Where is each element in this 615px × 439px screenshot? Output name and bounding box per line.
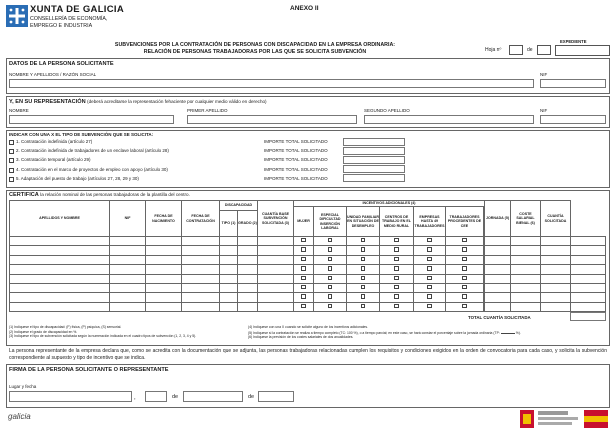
table-cell[interactable] <box>258 302 294 311</box>
table-cell <box>380 293 414 302</box>
table-cell[interactable] <box>258 274 294 283</box>
table-cell <box>347 255 380 264</box>
table-cell <box>294 293 314 302</box>
incentive-checkbox[interactable] <box>301 266 306 271</box>
table-cell[interactable] <box>485 237 511 246</box>
table-cell[interactable] <box>238 255 258 264</box>
col-especial: ESPECIAL DIFICULTAD INSERCIÓN LABORAL <box>314 207 347 237</box>
table-cell[interactable] <box>146 255 182 264</box>
col-apellidos: APELLIDOS Y NOMBRE <box>10 201 110 237</box>
table-cell <box>347 246 380 255</box>
total-label: TOTAL CUANTÍA SOLICITADA <box>468 315 531 320</box>
table-cell <box>314 274 347 283</box>
galicia-footer-logo: galicia <box>8 412 31 421</box>
nif-field[interactable] <box>540 79 606 88</box>
table-cell <box>314 255 347 264</box>
rep-nombre-field[interactable] <box>9 115 174 124</box>
table-cell <box>380 237 414 246</box>
annex-title: ANEXO II <box>290 5 319 12</box>
tipo-checkbox-1[interactable] <box>9 140 14 145</box>
col-fecha-con: FECHA DE CONTRATACIÓN <box>182 201 220 237</box>
table-cell <box>347 283 380 292</box>
de-label-1: de <box>172 394 179 400</box>
col-jornada: JORNADA (5) <box>485 201 511 237</box>
col-spacer <box>484 207 485 237</box>
table-cell[interactable] <box>485 283 511 292</box>
table-cell[interactable] <box>541 302 571 311</box>
table-cell[interactable] <box>110 302 146 311</box>
year-field[interactable] <box>258 391 294 402</box>
table-row <box>10 283 606 292</box>
table-cell[interactable] <box>110 293 146 302</box>
tipo-title: INDICAR CON UNA X EL TIPO DE SUBVENCIÓN QUE SE SOLICITA: <box>9 132 154 137</box>
importe-label: IMPORTE TOTAL SOLICITADO <box>264 175 328 181</box>
rep-nif-label: NIF <box>540 108 548 113</box>
tipo-checkbox-4[interactable] <box>9 168 14 173</box>
rep-nombre-label: NOMBRE <box>9 108 29 113</box>
incentive-checkbox[interactable] <box>462 266 467 271</box>
table-cell[interactable] <box>220 265 238 274</box>
xunta-logo-icon <box>6 5 28 27</box>
lugar-label: Lugar y fecha <box>9 384 37 389</box>
table-cell <box>294 274 314 283</box>
col-mujer: MUJER <box>294 207 314 237</box>
table-cell <box>380 265 414 274</box>
hoja-number-field[interactable] <box>509 45 523 55</box>
tipo-checkbox-2[interactable] <box>9 149 14 154</box>
table-cell[interactable] <box>571 246 606 255</box>
table-cell[interactable] <box>511 246 541 255</box>
notes-right <box>248 325 608 340</box>
table-cell <box>294 265 314 274</box>
table-cell[interactable] <box>571 255 606 264</box>
table-cell[interactable] <box>110 274 146 283</box>
workers-table <box>9 200 606 312</box>
table-cell[interactable] <box>571 283 606 292</box>
tipo-checkbox-3[interactable] <box>9 158 14 163</box>
incentive-checkbox[interactable] <box>328 247 333 252</box>
table-cell[interactable] <box>10 283 110 292</box>
table-cell[interactable] <box>485 246 511 255</box>
incentive-checkbox[interactable] <box>394 257 399 262</box>
table-cell[interactable] <box>238 274 258 283</box>
col-unidad: UNIDAD FAMILIAR EN SITUACIÓN DE DESEMPLEO <box>347 207 380 237</box>
note-4: (4) Indíquese con una X cuando se solicite alguno de los incentivos adicionales. <box>248 325 369 329</box>
table-cell <box>347 274 380 283</box>
document-subtitle <box>90 42 420 56</box>
tipo-item-label: 5. Adaptación del puesto de trabajo (artículos 27, 28, 29 y 30) <box>16 175 139 181</box>
incentive-checkbox[interactable] <box>462 285 467 290</box>
table-cell[interactable] <box>485 293 511 302</box>
table-cell <box>414 302 446 311</box>
tipo-item-label: 1. Contratación indefinida (artículo 27) <box>16 139 93 144</box>
comma: , <box>134 395 136 401</box>
table-cell <box>380 274 414 283</box>
table-cell <box>347 293 380 302</box>
incentive-checkbox[interactable] <box>301 257 306 262</box>
table-cell <box>380 246 414 255</box>
table-cell[interactable] <box>220 302 238 311</box>
table-cell[interactable] <box>571 265 606 274</box>
col-fecha-nac: FECHA DE NACIMIENTO <box>146 201 182 237</box>
table-cell[interactable] <box>182 237 220 246</box>
col-tipo: TIPO (1) <box>220 211 238 237</box>
rep-primer-field[interactable] <box>187 115 357 124</box>
incentive-checkbox[interactable] <box>361 247 366 252</box>
incentive-checkbox[interactable] <box>301 238 306 243</box>
brand-name: XUNTA DE GALICIA <box>30 4 124 15</box>
table-cell[interactable] <box>10 255 110 264</box>
table-cell[interactable] <box>485 302 511 311</box>
incentive-checkbox[interactable] <box>427 285 432 290</box>
table-cell <box>314 283 347 292</box>
table-cell[interactable] <box>110 283 146 292</box>
incentive-checkbox[interactable] <box>301 294 306 299</box>
note-6: (6) Indíquese la previsión de los costes salariales de dos anualidades. <box>248 335 354 340</box>
table-cell <box>294 246 314 255</box>
table-cell[interactable] <box>238 283 258 292</box>
table-cell[interactable] <box>258 293 294 302</box>
table-cell <box>347 302 380 311</box>
solicitante-title: DATOS DE LA PERSONA SOLICITANTE <box>9 61 114 67</box>
col-nif: NIF <box>110 201 146 237</box>
table-row <box>10 237 606 246</box>
table-cell[interactable] <box>571 237 606 246</box>
table-cell <box>314 237 347 246</box>
table-cell <box>414 237 446 246</box>
table-cell[interactable] <box>238 293 258 302</box>
table-cell[interactable] <box>541 255 571 264</box>
department-name <box>30 16 107 30</box>
table-cell[interactable] <box>10 293 110 302</box>
tipo-item-label: 3. Contratación temporal (artículo 29) <box>16 157 91 163</box>
table-cell[interactable] <box>511 255 541 264</box>
lugar-field[interactable] <box>9 391 132 402</box>
certifica-title <box>9 192 190 198</box>
table-cell <box>446 246 484 255</box>
subtitle-line-1: SUBVENCIONES POR LA CONTRATACIÓN DE PERSONAS CON DISCAPACIDAD EN LA EMPRESA ORDINARIA: <box>114 42 396 48</box>
incentive-checkbox[interactable] <box>394 238 399 243</box>
table-cell[interactable] <box>541 265 571 274</box>
incentive-checkbox[interactable] <box>328 238 333 243</box>
notes-left <box>9 325 249 339</box>
table-row <box>10 302 606 311</box>
representacion-note: (deberá acreditarse la representación fehaciente por cualquier medio válido en derecho) <box>87 99 267 104</box>
incentive-checkbox[interactable] <box>301 285 306 290</box>
col-discapacidad: DISCAPACIDAD <box>220 201 258 211</box>
table-cell[interactable] <box>258 265 294 274</box>
table-cell <box>294 283 314 292</box>
table-cell <box>414 265 446 274</box>
firma-title: FIRMA DE LA PERSONA SOLICITANTE O REPRESENTANTE <box>9 367 169 373</box>
incentive-checkbox[interactable] <box>361 285 366 290</box>
certifica-title-text: CERTIFICA <box>9 192 39 198</box>
table-cell[interactable] <box>511 237 541 246</box>
declaration-text: La persona representante de la empresa declara que, como se acredita con la documentación que se adjunta, las personas trabajadoras relacionadas cumplen los requisitos y condiciones exigidos en la orden de convocatoria para cada caso, y solicita la subvención correspondiente al supuesto y tipo de incentivo que se indica. <box>9 348 607 361</box>
expediente-label: EXPEDIENTE <box>560 39 587 44</box>
incentive-checkbox[interactable] <box>328 257 333 262</box>
table-cell[interactable] <box>571 302 606 311</box>
incentive-checkbox[interactable] <box>328 304 333 309</box>
table-cell <box>414 246 446 255</box>
rep-segundo-label: SEGUNDO APELLIDO <box>364 108 410 113</box>
importe-label: IMPORTE TOTAL SOLICITADO <box>264 157 328 163</box>
table-cell[interactable] <box>182 255 220 264</box>
importe-field-4[interactable] <box>343 165 405 173</box>
table-cell[interactable] <box>220 274 238 283</box>
rep-segundo-field[interactable] <box>364 115 534 124</box>
table-row <box>10 255 606 264</box>
incentive-checkbox[interactable] <box>427 257 432 262</box>
table-cell[interactable] <box>511 293 541 302</box>
ministry-seal-icon <box>520 408 610 432</box>
table-cell <box>446 283 484 292</box>
incentive-checkbox[interactable] <box>301 304 306 309</box>
table-cell <box>414 274 446 283</box>
note-2: (2) Indíquese el grado de discapacidad en %. <box>9 329 78 334</box>
table-cell[interactable] <box>258 237 294 246</box>
note-5-end: %). <box>515 330 521 335</box>
table-cell[interactable] <box>182 246 220 255</box>
table-cell[interactable] <box>571 293 606 302</box>
representacion-title <box>9 99 267 105</box>
incentive-checkbox[interactable] <box>427 247 432 252</box>
incentive-checkbox[interactable] <box>394 285 399 290</box>
table-cell[interactable] <box>146 302 182 311</box>
table-cell[interactable] <box>485 265 511 274</box>
table-cell[interactable] <box>146 274 182 283</box>
table-cell[interactable] <box>146 283 182 292</box>
col-incentivos: INCENTIVOS ADICIONALES (4) <box>294 201 485 207</box>
col-coste: COSTE SALARIAL BIENAL (6) <box>511 201 541 237</box>
table-cell[interactable] <box>146 265 182 274</box>
importe-label: IMPORTE TOTAL SOLICITADO <box>264 166 328 172</box>
hoja-de-label: de <box>527 47 533 53</box>
table-cell[interactable] <box>146 293 182 302</box>
col-empresas: EMPRESAS HASTA 49 TRABAJADORES <box>414 207 446 237</box>
table-cell <box>294 237 314 246</box>
table-cell[interactable] <box>258 255 294 264</box>
table-cell[interactable] <box>541 237 571 246</box>
incentive-checkbox[interactable] <box>462 247 467 252</box>
table-cell <box>380 255 414 264</box>
tipo-item-label: 2. Contratación indefinida de trabajadores de un enclave laboral (artículo 28) <box>16 148 169 154</box>
incentive-checkbox[interactable] <box>462 257 467 262</box>
incentive-checkbox[interactable] <box>462 238 467 243</box>
importe-field-2[interactable] <box>343 147 405 155</box>
rep-primer-label: PRIMER APELLIDO <box>187 108 228 113</box>
table-cell[interactable] <box>220 237 238 246</box>
incentive-checkbox[interactable] <box>462 294 467 299</box>
table-row <box>10 274 606 283</box>
incentive-checkbox[interactable] <box>301 276 306 281</box>
importe-field-5[interactable] <box>343 174 405 182</box>
table-row <box>10 293 606 302</box>
incentive-checkbox[interactable] <box>361 238 366 243</box>
table-cell[interactable] <box>258 246 294 255</box>
col-procedentes: TRABAJADORES PROCEDENTES DE CEE <box>446 207 484 237</box>
department-line-2: EMPREGO E INDUSTRIA <box>30 23 93 29</box>
table-cell[interactable] <box>10 246 110 255</box>
name-field[interactable] <box>9 79 534 88</box>
table-cell <box>314 265 347 274</box>
col-grado: GRADO (2) <box>238 211 258 237</box>
table-cell <box>414 293 446 302</box>
table-cell <box>380 302 414 311</box>
incentive-checkbox[interactable] <box>427 238 432 243</box>
table-cell[interactable] <box>220 293 238 302</box>
incentive-checkbox[interactable] <box>427 276 432 281</box>
table-cell <box>294 255 314 264</box>
col-cuantia-base: CUANTÍA BASE SUBVENCIÓN SOLICITADA (3) <box>258 201 294 237</box>
importe-field-3[interactable] <box>343 156 405 164</box>
note-5: (5) Indíquese si la contratación se realiza a tiempo completo (TC: 100 %), o a tiempo parcial; en este caso, se hará constar el porcentaje sobre la jornada ordinaria (TP: <box>248 330 500 335</box>
table-cell[interactable] <box>511 302 541 311</box>
incentive-checkbox[interactable] <box>361 304 366 309</box>
table-cell[interactable] <box>238 246 258 255</box>
table-cell[interactable] <box>146 246 182 255</box>
day-field[interactable] <box>145 391 167 402</box>
incentive-checkbox[interactable] <box>462 276 467 281</box>
certifica-note: la relación nominal de las personas trabajadoras de la plantilla del centro. <box>40 192 190 197</box>
incentive-checkbox[interactable] <box>328 276 333 281</box>
page-counter <box>485 47 501 53</box>
note-1: (1) Indíquese el tipo de discapacidad: (F) física, (P) psíquica, (S) sensorial. <box>9 325 122 329</box>
table-cell[interactable] <box>541 283 571 292</box>
department-line-1: CONSELLERÍA DE ECONOMÍA, <box>30 16 108 22</box>
table-cell[interactable] <box>258 283 294 292</box>
nif-label: NIF <box>540 72 548 77</box>
note-3: (3) Indíquese el tipo de subvención solicitada según la numeración indicada en el cuadro tipos de subvención (1, 2, 3, 4 y 5). <box>9 334 197 339</box>
table-cell[interactable] <box>511 274 541 283</box>
table-row <box>10 246 606 255</box>
table-cell[interactable] <box>571 274 606 283</box>
hoja-label: Hoja nº <box>485 47 502 53</box>
table-cell <box>347 265 380 274</box>
de-label-2: de <box>248 394 255 400</box>
importe-field-1[interactable] <box>343 138 405 146</box>
table-cell[interactable] <box>182 302 220 311</box>
table-cell[interactable] <box>182 274 220 283</box>
incentive-checkbox[interactable] <box>361 257 366 262</box>
table-cell <box>446 293 484 302</box>
table-cell[interactable] <box>541 246 571 255</box>
table-cell <box>446 274 484 283</box>
table-cell <box>446 302 484 311</box>
table-cell[interactable] <box>182 265 220 274</box>
table-cell[interactable] <box>182 283 220 292</box>
table-cell[interactable] <box>541 293 571 302</box>
table-cell[interactable] <box>220 283 238 292</box>
incentive-checkbox[interactable] <box>394 304 399 309</box>
table-cell[interactable] <box>10 274 110 283</box>
incentive-checkbox[interactable] <box>462 304 467 309</box>
importe-label: IMPORTE TOTAL SOLICITADO <box>264 139 328 144</box>
table-cell[interactable] <box>485 255 511 264</box>
incentive-checkbox[interactable] <box>427 294 432 299</box>
col-centros: CENTROS DE TRABAJO EN EL MEDIO RURAL <box>380 207 414 237</box>
table-cell <box>446 255 484 264</box>
table-cell[interactable] <box>10 302 110 311</box>
table-cell <box>314 302 347 311</box>
table-cell <box>294 302 314 311</box>
incentive-checkbox[interactable] <box>394 276 399 281</box>
importe-label: IMPORTE TOTAL SOLICITADO <box>264 148 328 154</box>
table-cell[interactable] <box>238 265 258 274</box>
incentive-checkbox[interactable] <box>394 266 399 271</box>
expediente-field[interactable] <box>555 45 610 56</box>
table-cell <box>314 293 347 302</box>
table-cell <box>414 255 446 264</box>
representacion-title-text: Y, EN SU REPRESENTACIÓN <box>9 99 86 105</box>
subtitle-line-2: RELACIÓN DE PERSONAS TRABAJADORAS POR LAS QUE SE SOLICITA SUBVENCIÓN <box>143 49 367 55</box>
table-cell <box>314 246 347 255</box>
incentive-checkbox[interactable] <box>301 247 306 252</box>
table-cell <box>380 283 414 292</box>
tipo-checkbox-5[interactable] <box>9 177 14 182</box>
incentive-checkbox[interactable] <box>427 266 432 271</box>
incentive-checkbox[interactable] <box>361 276 366 281</box>
table-row <box>10 265 606 274</box>
table-cell <box>347 237 380 246</box>
name-label: NOMBRE Y APELLIDOS / RAZÓN SOCIAL <box>9 72 97 77</box>
table-cell[interactable] <box>238 302 258 311</box>
table-cell <box>446 237 484 246</box>
incentive-checkbox[interactable] <box>394 247 399 252</box>
table-cell[interactable] <box>238 237 258 246</box>
hoja-total-field[interactable] <box>537 45 551 55</box>
total-field[interactable] <box>570 312 606 321</box>
incentive-checkbox[interactable] <box>361 294 366 299</box>
incentive-checkbox[interactable] <box>328 294 333 299</box>
table-cell[interactable] <box>511 283 541 292</box>
col-cuantia-sol: CUANTÍA SOLICITADA <box>541 201 571 237</box>
table-cell[interactable] <box>110 246 146 255</box>
table-cell[interactable] <box>10 265 110 274</box>
table-cell[interactable] <box>10 237 110 246</box>
incentive-checkbox[interactable] <box>328 266 333 271</box>
incentive-checkbox[interactable] <box>328 285 333 290</box>
table-cell[interactable] <box>146 237 182 246</box>
table-cell[interactable] <box>220 246 238 255</box>
table-cell <box>446 265 484 274</box>
incentive-checkbox[interactable] <box>427 304 432 309</box>
table-cell[interactable] <box>182 293 220 302</box>
incentive-checkbox[interactable] <box>361 266 366 271</box>
table-cell[interactable] <box>110 237 146 246</box>
table-cell[interactable] <box>511 265 541 274</box>
table-cell[interactable] <box>541 274 571 283</box>
table-cell[interactable] <box>110 255 146 264</box>
table-cell[interactable] <box>220 255 238 264</box>
incentive-checkbox[interactable] <box>394 294 399 299</box>
rep-nif-field[interactable] <box>540 115 606 124</box>
table-cell[interactable] <box>485 274 511 283</box>
table-cell[interactable] <box>110 265 146 274</box>
month-field[interactable] <box>183 391 243 402</box>
table-cell <box>414 283 446 292</box>
tipo-item-label: 4. Contratación en el marco de proyectos de empleo con apoyo (artículo 30) <box>16 166 168 172</box>
